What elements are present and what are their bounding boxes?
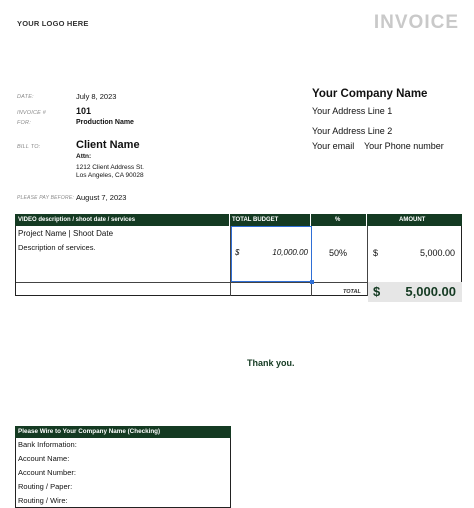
wire-routing-paper[interactable]: Routing / Paper: <box>18 482 73 491</box>
header-divider <box>310 214 311 226</box>
wire-account-number[interactable]: Account Number: <box>18 468 76 477</box>
selection-fill-handle[interactable] <box>310 280 314 284</box>
bill-to-label: BILL TO: <box>17 144 41 150</box>
column-header-description: VIDEO description / shoot date / services <box>18 217 136 223</box>
invoice-number[interactable]: 101 <box>76 106 92 116</box>
budget-value: 10,000.00 <box>272 248 308 257</box>
total-budget-cell[interactable] <box>231 226 312 282</box>
wire-info-box <box>15 426 231 508</box>
total-label: TOTAL <box>343 289 361 295</box>
thank-you-note: Thank you. <box>247 358 295 368</box>
total-amount[interactable]: 5,000.00 <box>405 284 456 299</box>
company-email[interactable]: Your email <box>312 141 355 151</box>
header-divider <box>229 214 230 226</box>
client-address-line-2[interactable]: Los Angeles, CA 90028 <box>76 172 144 179</box>
company-address-line-2[interactable]: Your Address Line 2 <box>312 126 393 136</box>
description-cell[interactable]: Description of services. <box>18 243 96 252</box>
total-box <box>368 282 462 302</box>
invoice-title: INVOICE <box>373 12 459 33</box>
wire-bank-information[interactable]: Bank Information: <box>18 440 77 449</box>
client-address-line-1[interactable]: 1212 Client Address St. <box>76 164 144 171</box>
production-name[interactable]: Production Name <box>76 119 134 126</box>
column-header-percent: % <box>335 217 341 223</box>
column-header-total-budget: TOTAL BUDGET <box>232 217 279 223</box>
pay-before-label: PLEASE PAY BEFORE: <box>17 195 74 201</box>
for-label: FOR: <box>17 120 31 126</box>
date-label: DATE: <box>17 94 34 100</box>
logo-placeholder: YOUR LOGO HERE <box>17 19 89 28</box>
company-address-line-1[interactable]: Your Address Line 1 <box>312 106 393 116</box>
percent-cell[interactable]: 50% <box>329 248 348 258</box>
pay-before-date[interactable]: August 7, 2023 <box>76 193 127 202</box>
invoice-number-label: INVOICE # <box>17 110 47 116</box>
budget-currency: $ <box>235 248 240 257</box>
header-divider <box>366 214 367 226</box>
wire-body <box>15 438 231 508</box>
project-name-cell[interactable]: Project Name | Shoot Date <box>18 229 114 238</box>
column-header-amount: AMOUNT <box>399 217 426 223</box>
company-phone[interactable]: Your Phone number <box>364 141 444 151</box>
company-name[interactable]: Your Company Name <box>312 88 428 100</box>
client-name[interactable]: Client Name <box>76 139 140 151</box>
wire-header: Please Wire to Your Company Name (Checking) <box>15 426 231 438</box>
amount-currency: $ <box>373 248 379 258</box>
table-header-row <box>15 214 462 226</box>
wire-account-name[interactable]: Account Name: <box>18 454 70 463</box>
amount-cell[interactable]: 5,000.00 <box>419 248 455 258</box>
wire-routing-wire[interactable]: Routing / Wire: <box>18 496 68 505</box>
client-attn[interactable]: Attn: <box>76 153 92 160</box>
date-value[interactable]: July 8, 2023 <box>76 92 117 101</box>
total-currency: $ <box>373 284 381 299</box>
